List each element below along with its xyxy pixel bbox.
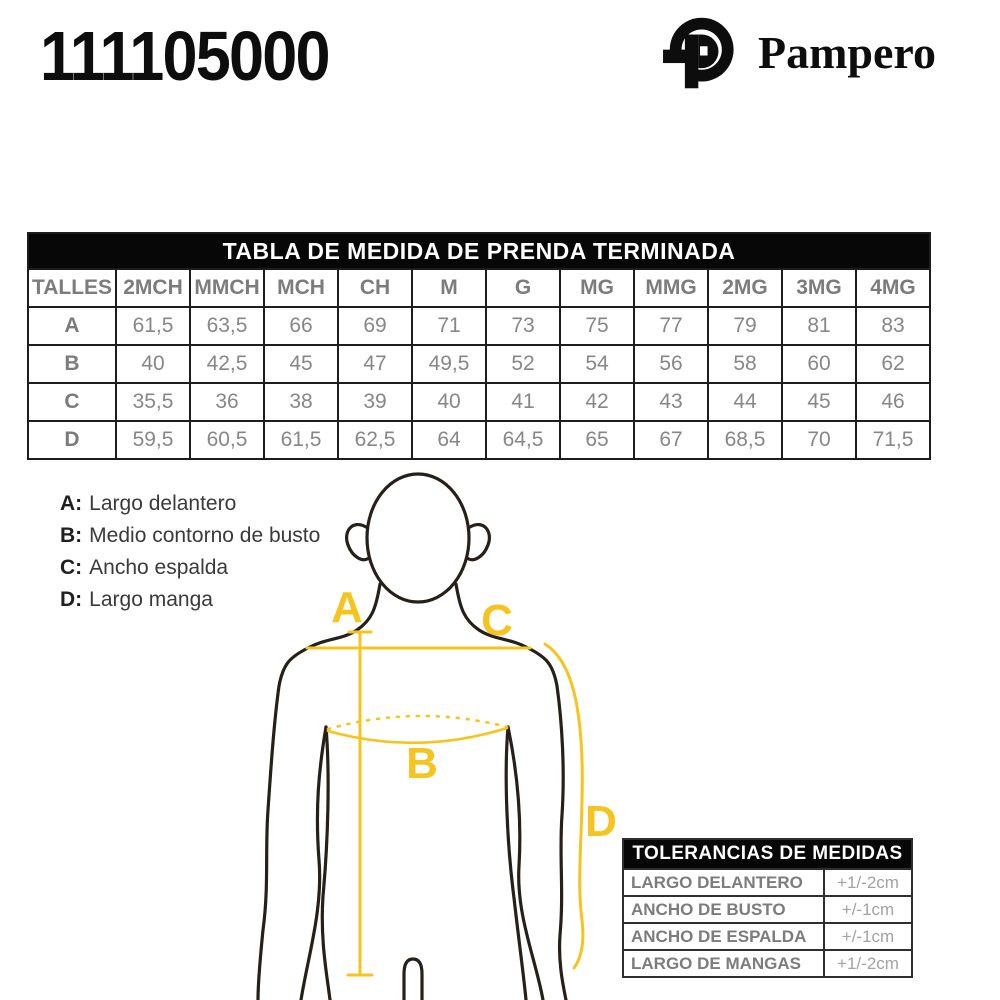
- size-row-label: B: [28, 345, 116, 383]
- size-value-cell: 71,5: [856, 421, 930, 459]
- size-column-header-m: M: [412, 269, 486, 307]
- tolerance-row: [623, 950, 912, 977]
- legend-key-a: A:: [60, 492, 83, 515]
- size-table-row-d: [28, 421, 930, 459]
- tolerance-label: LARGO DELANTERO: [623, 869, 824, 896]
- size-table-title-row: [28, 233, 930, 269]
- size-value-cell: 41: [486, 383, 560, 421]
- legend-key-d: D:: [60, 588, 83, 611]
- size-value-cell: 62: [856, 345, 930, 383]
- size-value-cell: 46: [856, 383, 930, 421]
- size-value-cell: 60: [782, 345, 856, 383]
- size-column-header-2mg: 2MG: [708, 269, 782, 307]
- size-value-cell: 79: [708, 307, 782, 345]
- tolerance-value: +/-1cm: [824, 923, 912, 950]
- legend-text-b: Medio contorno de busto: [89, 524, 321, 547]
- legend-text-c: Ancho espalda: [89, 556, 229, 579]
- tolerance-label: LARGO DE MANGAS: [623, 950, 824, 977]
- legend-key-c: C:: [60, 556, 83, 579]
- tolerance-value: +1/-2cm: [824, 869, 912, 896]
- size-table-row-b: [28, 345, 930, 383]
- size-value-cell: 71: [412, 307, 486, 345]
- size-value-cell: 67: [634, 421, 708, 459]
- size-value-cell: 49,5: [412, 345, 486, 383]
- size-value-cell: 58: [708, 345, 782, 383]
- size-value-cell: 42: [560, 383, 634, 421]
- size-value-cell: 66: [264, 307, 338, 345]
- label-d: D: [585, 797, 617, 846]
- size-value-cell: 45: [782, 383, 856, 421]
- brand-logo: [658, 14, 936, 92]
- size-table-row-a: [28, 307, 930, 345]
- measure-b-solid-arc: [328, 728, 507, 743]
- label-a: A: [331, 583, 363, 632]
- size-table-header-row: [28, 269, 930, 307]
- size-table: [27, 232, 931, 460]
- label-b: B: [406, 739, 438, 788]
- label-c: C: [481, 596, 513, 645]
- size-row-label: C: [28, 383, 116, 421]
- measure-d-curve: [545, 644, 583, 968]
- size-table-title: TABLA DE MEDIDA DE PRENDA TERMINADA: [28, 233, 930, 269]
- size-value-cell: 43: [634, 383, 708, 421]
- measure-legend: [60, 488, 320, 616]
- size-column-header-ch: CH: [338, 269, 412, 307]
- measurement-lines: [307, 632, 583, 975]
- size-value-cell: 40: [116, 345, 190, 383]
- tolerances-table: [622, 838, 913, 978]
- size-value-cell: 35,5: [116, 383, 190, 421]
- tolerance-label: ANCHO DE ESPALDA: [623, 923, 824, 950]
- size-value-cell: 54: [560, 345, 634, 383]
- size-value-cell: 61,5: [264, 421, 338, 459]
- size-value-cell: 83: [856, 307, 930, 345]
- measurement-labels: [331, 583, 617, 846]
- size-value-cell: 59,5: [116, 421, 190, 459]
- size-value-cell: 65: [560, 421, 634, 459]
- size-column-header-2mch: 2MCH: [116, 269, 190, 307]
- size-column-header-3mg: 3MG: [782, 269, 856, 307]
- legend-item-c: [60, 552, 320, 584]
- size-value-cell: 64,5: [486, 421, 560, 459]
- size-value-cell: 62,5: [338, 421, 412, 459]
- measure-b-dashed-arc: [328, 716, 507, 729]
- legend-item-d: [60, 584, 320, 616]
- pampero-emblem-icon: [658, 14, 742, 92]
- size-value-cell: 44: [708, 383, 782, 421]
- size-value-cell: 63,5: [190, 307, 264, 345]
- legend-text-a: Largo delantero: [89, 492, 237, 515]
- size-value-cell: 56: [634, 345, 708, 383]
- tolerances-title: TOLERANCIAS DE MEDIDAS: [623, 839, 912, 869]
- size-column-header-g: G: [486, 269, 560, 307]
- size-column-header-4mg: 4MG: [856, 269, 930, 307]
- size-value-cell: 73: [486, 307, 560, 345]
- legend-text-d: Largo manga: [89, 588, 213, 611]
- size-column-header-talles: TALLES: [28, 269, 116, 307]
- tolerance-row: [623, 896, 912, 923]
- size-value-cell: 40: [412, 383, 486, 421]
- size-value-cell: 81: [782, 307, 856, 345]
- brand-name: Pampero: [758, 27, 937, 78]
- size-value-cell: 60,5: [190, 421, 264, 459]
- size-value-cell: 69: [338, 307, 412, 345]
- size-column-header-mch: MCH: [264, 269, 338, 307]
- tolerances-title-row: [623, 839, 912, 869]
- size-value-cell: 77: [634, 307, 708, 345]
- tolerance-label: ANCHO DE BUSTO: [623, 896, 824, 923]
- legend-item-b: [60, 520, 320, 552]
- size-value-cell: 39: [338, 383, 412, 421]
- legend-item-a: [60, 488, 320, 520]
- tolerance-value: +/-1cm: [824, 896, 912, 923]
- tolerance-value: +1/-2cm: [824, 950, 912, 977]
- size-value-cell: 70: [782, 421, 856, 459]
- size-value-cell: 75: [560, 307, 634, 345]
- size-column-header-mmg: MMG: [634, 269, 708, 307]
- size-value-cell: 42,5: [190, 345, 264, 383]
- size-value-cell: 68,5: [708, 421, 782, 459]
- tolerance-row: [623, 869, 912, 896]
- size-value-cell: 36: [190, 383, 264, 421]
- size-value-cell: 38: [264, 383, 338, 421]
- size-row-label: D: [28, 421, 116, 459]
- size-column-header-mmch: MMCH: [190, 269, 264, 307]
- size-table-row-c: [28, 383, 930, 421]
- size-value-cell: 61,5: [116, 307, 190, 345]
- size-row-label: A: [28, 307, 116, 345]
- size-value-cell: 47: [338, 345, 412, 383]
- size-value-cell: 52: [486, 345, 560, 383]
- tolerance-row: [623, 923, 912, 950]
- size-value-cell: 64: [412, 421, 486, 459]
- size-column-header-mg: MG: [560, 269, 634, 307]
- legend-key-b: B:: [60, 524, 83, 547]
- size-value-cell: 45: [264, 345, 338, 383]
- article-code: 111105000: [40, 17, 329, 95]
